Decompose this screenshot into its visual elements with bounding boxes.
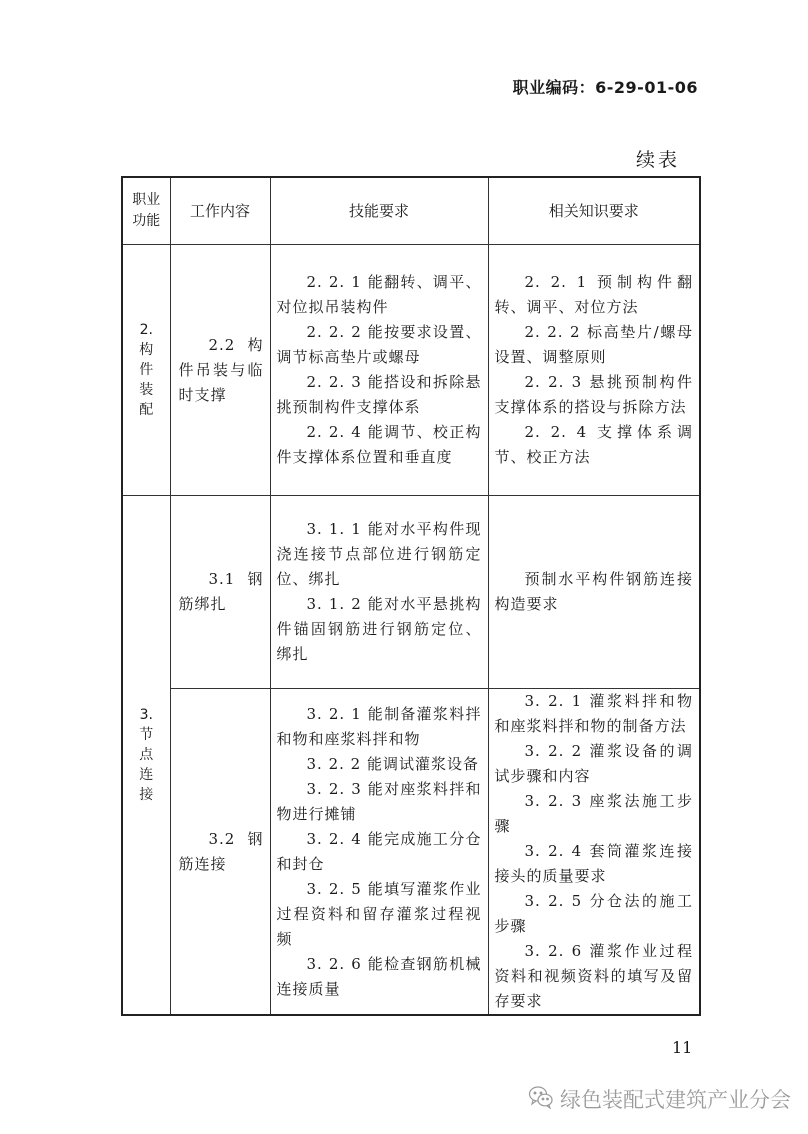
skill-item: 2. 2. 1 能翻转、调平、对位拟吊装构件 xyxy=(276,273,482,316)
knowledge-item: 2. 2. 1 预制构件翻转、调平、对位方法 xyxy=(494,273,693,316)
function-number: 2. xyxy=(139,322,153,338)
watermark-text: 绿色装配式建筑产业分会 xyxy=(560,1088,791,1112)
skill-item: 3. 1. 1 能对水平构件现浇连接节点部位进行钢筋定位、绑扎 xyxy=(276,520,482,588)
knowledge-item: 2. 2. 4 支撑体系调节、校正方法 xyxy=(494,423,693,466)
skill-item: 2. 2. 3 能搭设和拆除悬挑预制构件支撑体系 xyxy=(276,373,482,416)
table-row xyxy=(122,245,700,496)
skills-cell xyxy=(270,496,488,689)
knowledge-item: 3. 2. 3 座浆法施工步骤 xyxy=(494,792,693,835)
skills-table xyxy=(121,176,701,1016)
knowledge-cell xyxy=(488,245,700,496)
skill-item: 3. 2. 1 能制备灌浆料拌和物和座浆料拌和物 xyxy=(276,704,482,748)
page-number: 11 xyxy=(672,1038,693,1057)
skill-item: 3. 2. 2 能调试灌浆设备 xyxy=(306,754,479,773)
col-header-content: 工作内容 xyxy=(170,177,270,245)
col-header-skills: 技能要求 xyxy=(270,177,488,245)
function-number: 3. xyxy=(139,707,153,723)
knowledge-item: 3. 2. 4 套筒灌浆连接接头的质量要求 xyxy=(494,842,693,885)
continued-label: 续表 xyxy=(635,149,680,171)
skills-cell xyxy=(270,245,488,496)
knowledge-item: 3. 2. 5 分仓法的施工步骤 xyxy=(494,892,693,935)
knowledge-item: 3. 2. 2 灌浆设备的调试步骤和内容 xyxy=(494,742,693,785)
skill-item: 3. 2. 4 能完成施工分仓和封仓 xyxy=(276,829,482,873)
skill-item: 3. 2. 5 能填写灌浆作业过程资料和留存灌浆过程视频 xyxy=(276,879,482,948)
knowledge-item: 3. 2. 6 灌浆作业过程资料和视频资料的填写及留存要求 xyxy=(494,942,693,1010)
wechat-icon xyxy=(528,1085,554,1114)
col-header-function: 职业功能 xyxy=(122,177,170,245)
table-header-row xyxy=(122,177,700,245)
work-content-cell: 3.1 钢筋绑扎 xyxy=(170,496,270,689)
knowledge-item: 2. 2. 2 标高垫片/螺母设置、调整原则 xyxy=(494,323,693,366)
skill-item: 2. 2. 4 能调节、校正构件支撑体系位置和垂直度 xyxy=(276,423,482,466)
skill-item: 3. 1. 2 能对水平悬挑构件锚固钢筋进行钢筋定位、绑扎 xyxy=(276,595,482,663)
knowledge-cell xyxy=(488,496,700,689)
function-cell xyxy=(122,245,170,496)
skill-item: 3. 2. 3 能对座浆料拌和物进行摊铺 xyxy=(276,779,482,823)
table-row xyxy=(122,496,700,689)
occupation-code: 职业编码：6-29-01-06 xyxy=(512,78,698,97)
watermark xyxy=(528,1084,791,1114)
skill-item: 2. 2. 2 能按要求设置、调节标高垫片或螺母 xyxy=(276,323,482,366)
knowledge-item: 预制水平构件钢筋连接构造要求 xyxy=(494,570,693,613)
skills-cell xyxy=(270,689,488,1016)
function-name: 构件装配 xyxy=(139,342,154,418)
function-name: 节点连接 xyxy=(139,727,154,803)
table-row xyxy=(122,689,700,1016)
knowledge-item: 2. 2. 3 悬挑预制构件支撑体系的搭设与拆除方法 xyxy=(494,373,693,416)
knowledge-cell xyxy=(488,689,700,1016)
col-header-knowledge: 相关知识要求 xyxy=(488,177,700,245)
work-content-cell: 2.2 构件吊装与临时支撑 xyxy=(170,245,270,496)
knowledge-item: 3. 2. 1 灌浆料拌和物和座浆料拌和物的制备方法 xyxy=(494,692,693,735)
function-cell xyxy=(122,496,170,1016)
skill-item: 3. 2. 6 能检查钢筋机械连接质量 xyxy=(276,954,482,998)
work-content-cell: 3.2 钢筋连接 xyxy=(170,689,270,1016)
